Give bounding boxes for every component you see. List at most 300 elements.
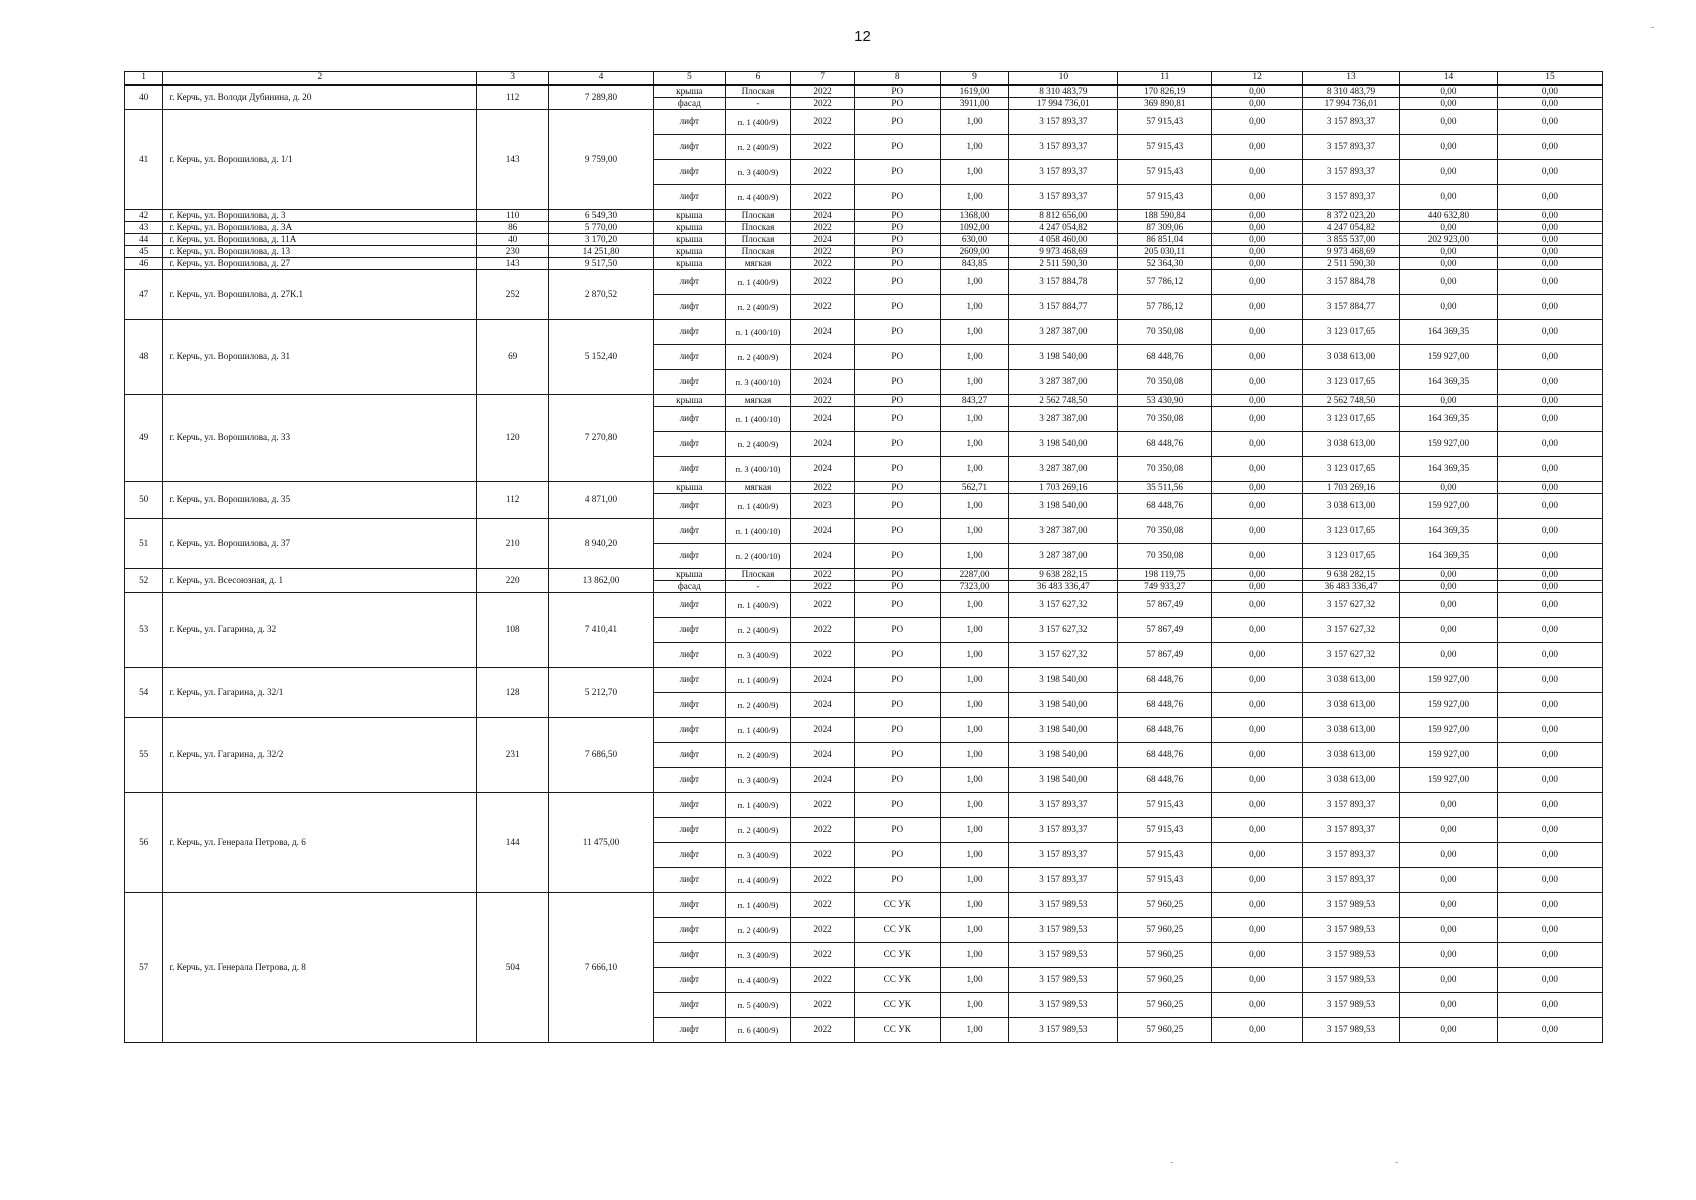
cost-col13-cell: 3 157 989,53 xyxy=(1303,918,1400,943)
cost-col14-cell: 0,00 xyxy=(1399,1018,1497,1043)
cost-col14-cell: 0,00 xyxy=(1399,618,1497,643)
cost-col11-cell: 57 915,43 xyxy=(1118,160,1212,185)
element-type-cell: крыша xyxy=(653,210,725,222)
year-cell: 2022 xyxy=(791,793,855,818)
cost-col13-cell: 2 511 590,30 xyxy=(1303,258,1400,270)
element-detail-cell: п. 2 (400/9) xyxy=(725,618,791,643)
cost-col13-cell: 3 038 613,00 xyxy=(1303,743,1400,768)
cost-col11-cell: 70 350,08 xyxy=(1118,407,1212,432)
element-detail-cell: п. 1 (400/9) xyxy=(725,593,791,618)
cost-col12-cell: 0,00 xyxy=(1212,246,1303,258)
year-cell: 2022 xyxy=(791,943,855,968)
cost-col13-cell: 3 123 017,65 xyxy=(1303,519,1400,544)
quantity-cell: 630,00 xyxy=(940,234,1009,246)
year-cell: 2022 xyxy=(791,160,855,185)
funding-source-cell: РО xyxy=(854,258,940,270)
column-number-header: 2 xyxy=(163,72,477,86)
cost-total-cell: 3 198 540,00 xyxy=(1009,768,1118,793)
cost-col14-cell: 0,00 xyxy=(1399,110,1497,135)
cost-col14-cell: 0,00 xyxy=(1399,593,1497,618)
element-detail-cell: п. 1 (400/9) xyxy=(725,793,791,818)
year-cell: 2024 xyxy=(791,668,855,693)
cost-total-cell: 3 198 540,00 xyxy=(1009,718,1118,743)
year-cell: 2024 xyxy=(791,743,855,768)
quantity-cell: 1,00 xyxy=(940,843,1009,868)
element-detail-cell: п. 3 (400/10) xyxy=(725,370,791,395)
element-type-cell: крыша xyxy=(653,395,725,407)
cost-total-cell: 8 310 483,79 xyxy=(1009,85,1118,98)
funding-source-cell: РО xyxy=(854,210,940,222)
cost-col15-cell: 0,00 xyxy=(1497,110,1602,135)
address-cell: г. Керчь, ул. Ворошилова, д. 3 xyxy=(163,210,477,222)
quantity-cell: 1,00 xyxy=(940,270,1009,295)
cost-col14-cell: 0,00 xyxy=(1399,818,1497,843)
cost-col11-cell: 57 867,49 xyxy=(1118,643,1212,668)
cost-col13-cell: 3 157 893,37 xyxy=(1303,135,1400,160)
table-row xyxy=(125,482,1603,494)
cost-col15-cell: 0,00 xyxy=(1497,893,1602,918)
cost-total-cell: 3 287 387,00 xyxy=(1009,544,1118,569)
year-cell: 2022 xyxy=(791,222,855,234)
quantity-cell: 1,00 xyxy=(940,643,1009,668)
column-number-row xyxy=(125,72,1603,86)
row-number-cell: 49 xyxy=(125,395,163,482)
area-cell: 2 870,52 xyxy=(549,270,654,320)
cost-col15-cell: 0,00 xyxy=(1497,395,1602,407)
element-detail-cell: п. 1 (400/9) xyxy=(725,893,791,918)
quantity-cell: 1,00 xyxy=(940,618,1009,643)
year-cell: 2022 xyxy=(791,246,855,258)
cost-col11-cell: 57 960,25 xyxy=(1118,893,1212,918)
element-detail-cell: - xyxy=(725,581,791,593)
cost-total-cell: 3 287 387,00 xyxy=(1009,370,1118,395)
funding-source-cell: РО xyxy=(854,407,940,432)
quantity-cell: 1,00 xyxy=(940,718,1009,743)
column-number-header: 7 xyxy=(791,72,855,86)
cost-col15-cell: 0,00 xyxy=(1497,993,1602,1018)
cost-col12-cell: 0,00 xyxy=(1212,370,1303,395)
funding-source-cell: РО xyxy=(854,246,940,258)
cost-col11-cell: 68 448,76 xyxy=(1118,768,1212,793)
cost-col11-cell: 369 890,81 xyxy=(1118,98,1212,110)
cost-col11-cell: 68 448,76 xyxy=(1118,693,1212,718)
cost-col14-cell: 159 927,00 xyxy=(1399,668,1497,693)
area-cell: 4 871,00 xyxy=(549,482,654,519)
element-detail-cell: п. 5 (400/9) xyxy=(725,993,791,1018)
cost-col15-cell: 0,00 xyxy=(1497,98,1602,110)
row-number-cell: 47 xyxy=(125,270,163,320)
funding-source-cell: РО xyxy=(854,494,940,519)
cost-col15-cell: 0,00 xyxy=(1497,295,1602,320)
cost-col15-cell: 0,00 xyxy=(1497,618,1602,643)
footer-mark: - xyxy=(1395,1157,1399,1168)
quantity-cell: 1,00 xyxy=(940,793,1009,818)
cost-total-cell: 3 157 893,37 xyxy=(1009,185,1118,210)
quantity-cell: 562,71 xyxy=(940,482,1009,494)
cost-col15-cell: 0,00 xyxy=(1497,793,1602,818)
year-cell: 2022 xyxy=(791,968,855,993)
cost-col14-cell: 0,00 xyxy=(1399,98,1497,110)
cost-total-cell: 3 157 893,37 xyxy=(1009,843,1118,868)
cost-col15-cell: 0,00 xyxy=(1497,407,1602,432)
cost-col12-cell: 0,00 xyxy=(1212,968,1303,993)
cost-total-cell: 36 483 336,47 xyxy=(1009,581,1118,593)
apartments-cell: 144 xyxy=(477,793,549,893)
column-number-header: 4 xyxy=(549,72,654,86)
cost-col12-cell: 0,00 xyxy=(1212,432,1303,457)
cost-col11-cell: 57 867,49 xyxy=(1118,618,1212,643)
funding-source-cell: РО xyxy=(854,618,940,643)
funding-source-cell: РО xyxy=(854,85,940,98)
area-cell: 6 549,30 xyxy=(549,210,654,222)
cost-col13-cell: 3 157 989,53 xyxy=(1303,893,1400,918)
funding-source-cell: РО xyxy=(854,185,940,210)
footer-mark: - xyxy=(1170,1157,1174,1168)
area-cell: 5 152,40 xyxy=(549,320,654,395)
element-type-cell: лифт xyxy=(653,519,725,544)
cost-col12-cell: 0,00 xyxy=(1212,110,1303,135)
element-type-cell: лифт xyxy=(653,668,725,693)
element-detail-cell: п. 4 (400/9) xyxy=(725,868,791,893)
cost-col14-cell: 0,00 xyxy=(1399,569,1497,581)
cost-col15-cell: 0,00 xyxy=(1497,968,1602,993)
year-cell: 2022 xyxy=(791,918,855,943)
cost-total-cell: 4 247 054,82 xyxy=(1009,222,1118,234)
table-row xyxy=(125,320,1603,345)
cost-col13-cell: 3 855 537,00 xyxy=(1303,234,1400,246)
funding-source-cell: СС УК xyxy=(854,968,940,993)
cost-col12-cell: 0,00 xyxy=(1212,258,1303,270)
element-type-cell: лифт xyxy=(653,893,725,918)
cost-col14-cell: 164 369,35 xyxy=(1399,407,1497,432)
cost-col15-cell: 0,00 xyxy=(1497,818,1602,843)
element-detail-cell: Плоская xyxy=(725,246,791,258)
element-type-cell: лифт xyxy=(653,345,725,370)
cost-col12-cell: 0,00 xyxy=(1212,743,1303,768)
cost-total-cell: 3 198 540,00 xyxy=(1009,494,1118,519)
cost-col12-cell: 0,00 xyxy=(1212,270,1303,295)
table-row xyxy=(125,85,1603,98)
cost-total-cell: 3 198 540,00 xyxy=(1009,345,1118,370)
row-number-cell: 44 xyxy=(125,234,163,246)
cost-col15-cell: 0,00 xyxy=(1497,210,1602,222)
cost-col14-cell: 159 927,00 xyxy=(1399,432,1497,457)
cost-col12-cell: 0,00 xyxy=(1212,943,1303,968)
row-number-cell: 41 xyxy=(125,110,163,210)
element-type-cell: крыша xyxy=(653,569,725,581)
corner-mark: - xyxy=(1651,22,1655,33)
area-cell: 9 759,00 xyxy=(549,110,654,210)
cost-col11-cell: 57 915,43 xyxy=(1118,818,1212,843)
quantity-cell: 1,00 xyxy=(940,993,1009,1018)
element-type-cell: лифт xyxy=(653,544,725,569)
cost-col11-cell: 70 350,08 xyxy=(1118,320,1212,345)
cost-col13-cell: 9 638 282,15 xyxy=(1303,569,1400,581)
cost-col11-cell: 57 960,25 xyxy=(1118,943,1212,968)
quantity-cell: 1,00 xyxy=(940,370,1009,395)
quantity-cell: 1,00 xyxy=(940,968,1009,993)
apartments-cell: 210 xyxy=(477,519,549,569)
cost-col11-cell: 57 786,12 xyxy=(1118,270,1212,295)
cost-col15-cell: 0,00 xyxy=(1497,246,1602,258)
element-detail-cell: п. 2 (400/9) xyxy=(725,693,791,718)
address-cell: г. Керчь, ул. Гагарина, д. 32/1 xyxy=(163,668,477,718)
funding-source-cell: РО xyxy=(854,160,940,185)
cost-col14-cell: 0,00 xyxy=(1399,270,1497,295)
apartments-cell: 120 xyxy=(477,395,549,482)
apartments-cell: 231 xyxy=(477,718,549,793)
area-cell: 7 666,10 xyxy=(549,893,654,1043)
cost-col15-cell: 0,00 xyxy=(1497,581,1602,593)
cost-col15-cell: 0,00 xyxy=(1497,593,1602,618)
element-detail-cell: п. 2 (400/9) xyxy=(725,295,791,320)
apartments-cell: 252 xyxy=(477,270,549,320)
apartments-cell: 40 xyxy=(477,234,549,246)
element-type-cell: крыша xyxy=(653,222,725,234)
table-row xyxy=(125,270,1603,295)
funding-source-cell: РО xyxy=(854,668,940,693)
element-type-cell: лифт xyxy=(653,432,725,457)
apartments-cell: 143 xyxy=(477,258,549,270)
element-type-cell: лифт xyxy=(653,643,725,668)
cost-col15-cell: 0,00 xyxy=(1497,643,1602,668)
cost-col12-cell: 0,00 xyxy=(1212,494,1303,519)
column-number-header: 3 xyxy=(477,72,549,86)
funding-source-cell: РО xyxy=(854,295,940,320)
cost-col11-cell: 188 590,84 xyxy=(1118,210,1212,222)
element-type-cell: лифт xyxy=(653,743,725,768)
cost-col12-cell: 0,00 xyxy=(1212,768,1303,793)
quantity-cell: 843,27 xyxy=(940,395,1009,407)
element-detail-cell: п. 1 (400/9) xyxy=(725,668,791,693)
cost-total-cell: 3 157 989,53 xyxy=(1009,993,1118,1018)
year-cell: 2024 xyxy=(791,345,855,370)
funding-source-cell: РО xyxy=(854,135,940,160)
cost-col13-cell: 17 994 736,01 xyxy=(1303,98,1400,110)
cost-col11-cell: 57 867,49 xyxy=(1118,593,1212,618)
address-cell: г. Керчь, ул. Гагарина, д. 32 xyxy=(163,593,477,668)
cost-col14-cell: 159 927,00 xyxy=(1399,768,1497,793)
cost-col15-cell: 0,00 xyxy=(1497,222,1602,234)
cost-total-cell: 3 157 893,37 xyxy=(1009,793,1118,818)
year-cell: 2024 xyxy=(791,210,855,222)
cost-col14-cell: 0,00 xyxy=(1399,968,1497,993)
year-cell: 2024 xyxy=(791,457,855,482)
cost-col13-cell: 1 703 269,16 xyxy=(1303,482,1400,494)
year-cell: 2022 xyxy=(791,593,855,618)
cost-total-cell: 3 157 989,53 xyxy=(1009,1018,1118,1043)
cost-col12-cell: 0,00 xyxy=(1212,210,1303,222)
element-type-cell: лифт xyxy=(653,993,725,1018)
address-cell: г. Керчь, ул. Ворошилова, д. 37 xyxy=(163,519,477,569)
cost-col13-cell: 8 372 023,20 xyxy=(1303,210,1400,222)
cost-col14-cell: 0,00 xyxy=(1399,295,1497,320)
quantity-cell: 7323,00 xyxy=(940,581,1009,593)
element-type-cell: лифт xyxy=(653,494,725,519)
cost-col13-cell: 3 123 017,65 xyxy=(1303,320,1400,345)
cost-col11-cell: 749 933,27 xyxy=(1118,581,1212,593)
quantity-cell: 1,00 xyxy=(940,185,1009,210)
element-detail-cell: п. 3 (400/9) xyxy=(725,843,791,868)
cost-col14-cell: 159 927,00 xyxy=(1399,743,1497,768)
table-row xyxy=(125,234,1603,246)
cost-total-cell: 2 562 748,50 xyxy=(1009,395,1118,407)
cost-col12-cell: 0,00 xyxy=(1212,993,1303,1018)
cost-col15-cell: 0,00 xyxy=(1497,1018,1602,1043)
year-cell: 2024 xyxy=(791,407,855,432)
cost-col12-cell: 0,00 xyxy=(1212,222,1303,234)
year-cell: 2022 xyxy=(791,135,855,160)
column-number-header: 15 xyxy=(1497,72,1602,86)
cost-col13-cell: 3 123 017,65 xyxy=(1303,457,1400,482)
cost-col15-cell: 0,00 xyxy=(1497,270,1602,295)
cost-col15-cell: 0,00 xyxy=(1497,768,1602,793)
element-detail-cell: п. 6 (400/9) xyxy=(725,1018,791,1043)
cost-col11-cell: 68 448,76 xyxy=(1118,668,1212,693)
table-row xyxy=(125,593,1603,618)
cost-col12-cell: 0,00 xyxy=(1212,668,1303,693)
cost-col15-cell: 0,00 xyxy=(1497,234,1602,246)
cost-total-cell: 2 511 590,30 xyxy=(1009,258,1118,270)
cost-col14-cell: 0,00 xyxy=(1399,793,1497,818)
cost-col13-cell: 4 247 054,82 xyxy=(1303,222,1400,234)
cost-col13-cell: 3 123 017,65 xyxy=(1303,544,1400,569)
element-detail-cell: п. 1 (400/9) xyxy=(725,718,791,743)
cost-col11-cell: 57 960,25 xyxy=(1118,968,1212,993)
year-cell: 2022 xyxy=(791,295,855,320)
cost-col11-cell: 57 915,43 xyxy=(1118,185,1212,210)
year-cell: 2024 xyxy=(791,693,855,718)
cost-col15-cell: 0,00 xyxy=(1497,482,1602,494)
cost-col14-cell: 0,00 xyxy=(1399,893,1497,918)
year-cell: 2024 xyxy=(791,370,855,395)
funding-source-cell: РО xyxy=(854,370,940,395)
element-detail-cell: Плоская xyxy=(725,210,791,222)
cost-col12-cell: 0,00 xyxy=(1212,918,1303,943)
year-cell: 2022 xyxy=(791,818,855,843)
cost-col13-cell: 3 157 627,32 xyxy=(1303,593,1400,618)
cost-col11-cell: 198 119,75 xyxy=(1118,569,1212,581)
cost-col15-cell: 0,00 xyxy=(1497,843,1602,868)
cost-col14-cell: 0,00 xyxy=(1399,85,1497,98)
element-type-cell: крыша xyxy=(653,85,725,98)
funding-source-cell: РО xyxy=(854,544,940,569)
cost-col14-cell: 0,00 xyxy=(1399,643,1497,668)
address-cell: г. Керчь, ул. Володи Дубинина, д. 20 xyxy=(163,85,477,110)
apartments-cell: 110 xyxy=(477,210,549,222)
cost-total-cell: 3 157 884,77 xyxy=(1009,295,1118,320)
cost-col11-cell: 70 350,08 xyxy=(1118,370,1212,395)
cost-col15-cell: 0,00 xyxy=(1497,693,1602,718)
column-number-header: 6 xyxy=(725,72,791,86)
year-cell: 2022 xyxy=(791,98,855,110)
element-type-cell: лифт xyxy=(653,868,725,893)
element-detail-cell: п. 2 (400/9) xyxy=(725,743,791,768)
element-type-cell: лифт xyxy=(653,110,725,135)
cost-col11-cell: 57 960,25 xyxy=(1118,1018,1212,1043)
year-cell: 2024 xyxy=(791,544,855,569)
cost-total-cell: 3 287 387,00 xyxy=(1009,519,1118,544)
column-number-header: 13 xyxy=(1303,72,1400,86)
funding-source-cell: РО xyxy=(854,718,940,743)
cost-col11-cell: 70 350,08 xyxy=(1118,519,1212,544)
cost-col11-cell: 57 960,25 xyxy=(1118,993,1212,1018)
element-detail-cell: п. 1 (400/9) xyxy=(725,494,791,519)
element-detail-cell: п. 4 (400/9) xyxy=(725,185,791,210)
cost-col14-cell: 0,00 xyxy=(1399,918,1497,943)
area-cell: 7 270,80 xyxy=(549,395,654,482)
cost-col15-cell: 0,00 xyxy=(1497,718,1602,743)
element-type-cell: фасад xyxy=(653,98,725,110)
quantity-cell: 1,00 xyxy=(940,743,1009,768)
element-type-cell: лифт xyxy=(653,1018,725,1043)
cost-col13-cell: 3 157 884,78 xyxy=(1303,270,1400,295)
funding-source-cell: СС УК xyxy=(854,893,940,918)
row-number-cell: 52 xyxy=(125,569,163,593)
quantity-cell: 1619,00 xyxy=(940,85,1009,98)
cost-col14-cell: 0,00 xyxy=(1399,482,1497,494)
element-type-cell: лифт xyxy=(653,457,725,482)
cost-col11-cell: 68 448,76 xyxy=(1118,718,1212,743)
cost-col13-cell: 8 310 483,79 xyxy=(1303,85,1400,98)
address-cell: г. Керчь, ул. Генерала Петрова, д. 6 xyxy=(163,793,477,893)
area-cell: 3 170,20 xyxy=(549,234,654,246)
element-detail-cell: Плоская xyxy=(725,569,791,581)
cost-total-cell: 3 198 540,00 xyxy=(1009,668,1118,693)
cost-col11-cell: 57 960,25 xyxy=(1118,918,1212,943)
cost-col13-cell: 3 157 893,37 xyxy=(1303,868,1400,893)
address-cell: г. Керчь, ул. Ворошилова, д. 33 xyxy=(163,395,477,482)
cost-col15-cell: 0,00 xyxy=(1497,868,1602,893)
row-number-cell: 45 xyxy=(125,246,163,258)
cost-col15-cell: 0,00 xyxy=(1497,943,1602,968)
cost-col14-cell: 202 923,00 xyxy=(1399,234,1497,246)
cost-col12-cell: 0,00 xyxy=(1212,234,1303,246)
cost-col12-cell: 0,00 xyxy=(1212,98,1303,110)
quantity-cell: 1,00 xyxy=(940,407,1009,432)
cost-col13-cell: 3 038 613,00 xyxy=(1303,718,1400,743)
year-cell: 2022 xyxy=(791,569,855,581)
quantity-cell: 1,00 xyxy=(940,893,1009,918)
element-detail-cell: Плоская xyxy=(725,85,791,98)
year-cell: 2022 xyxy=(791,1018,855,1043)
cost-col12-cell: 0,00 xyxy=(1212,295,1303,320)
quantity-cell: 2609,00 xyxy=(940,246,1009,258)
cost-col15-cell: 0,00 xyxy=(1497,743,1602,768)
area-cell: 14 251,80 xyxy=(549,246,654,258)
year-cell: 2024 xyxy=(791,718,855,743)
cost-col13-cell: 3 157 627,32 xyxy=(1303,643,1400,668)
cost-col11-cell: 170 826,19 xyxy=(1118,85,1212,98)
element-detail-cell: Плоская xyxy=(725,234,791,246)
apartments-cell: 112 xyxy=(477,482,549,519)
element-type-cell: лифт xyxy=(653,295,725,320)
quantity-cell: 1,00 xyxy=(940,295,1009,320)
row-number-cell: 55 xyxy=(125,718,163,793)
element-detail-cell: п. 1 (400/9) xyxy=(725,110,791,135)
funding-source-cell: РО xyxy=(854,482,940,494)
cost-col12-cell: 0,00 xyxy=(1212,718,1303,743)
cost-col14-cell: 164 369,35 xyxy=(1399,519,1497,544)
cost-col11-cell: 57 915,43 xyxy=(1118,110,1212,135)
address-cell: г. Керчь, ул. Ворошилова, д. 1/1 xyxy=(163,110,477,210)
element-detail-cell: п. 3 (400/9) xyxy=(725,768,791,793)
cost-col12-cell: 0,00 xyxy=(1212,407,1303,432)
element-detail-cell: п. 3 (400/9) xyxy=(725,643,791,668)
column-number-header: 12 xyxy=(1212,72,1303,86)
cost-col13-cell: 9 973 468,69 xyxy=(1303,246,1400,258)
funding-source-cell: РО xyxy=(854,110,940,135)
